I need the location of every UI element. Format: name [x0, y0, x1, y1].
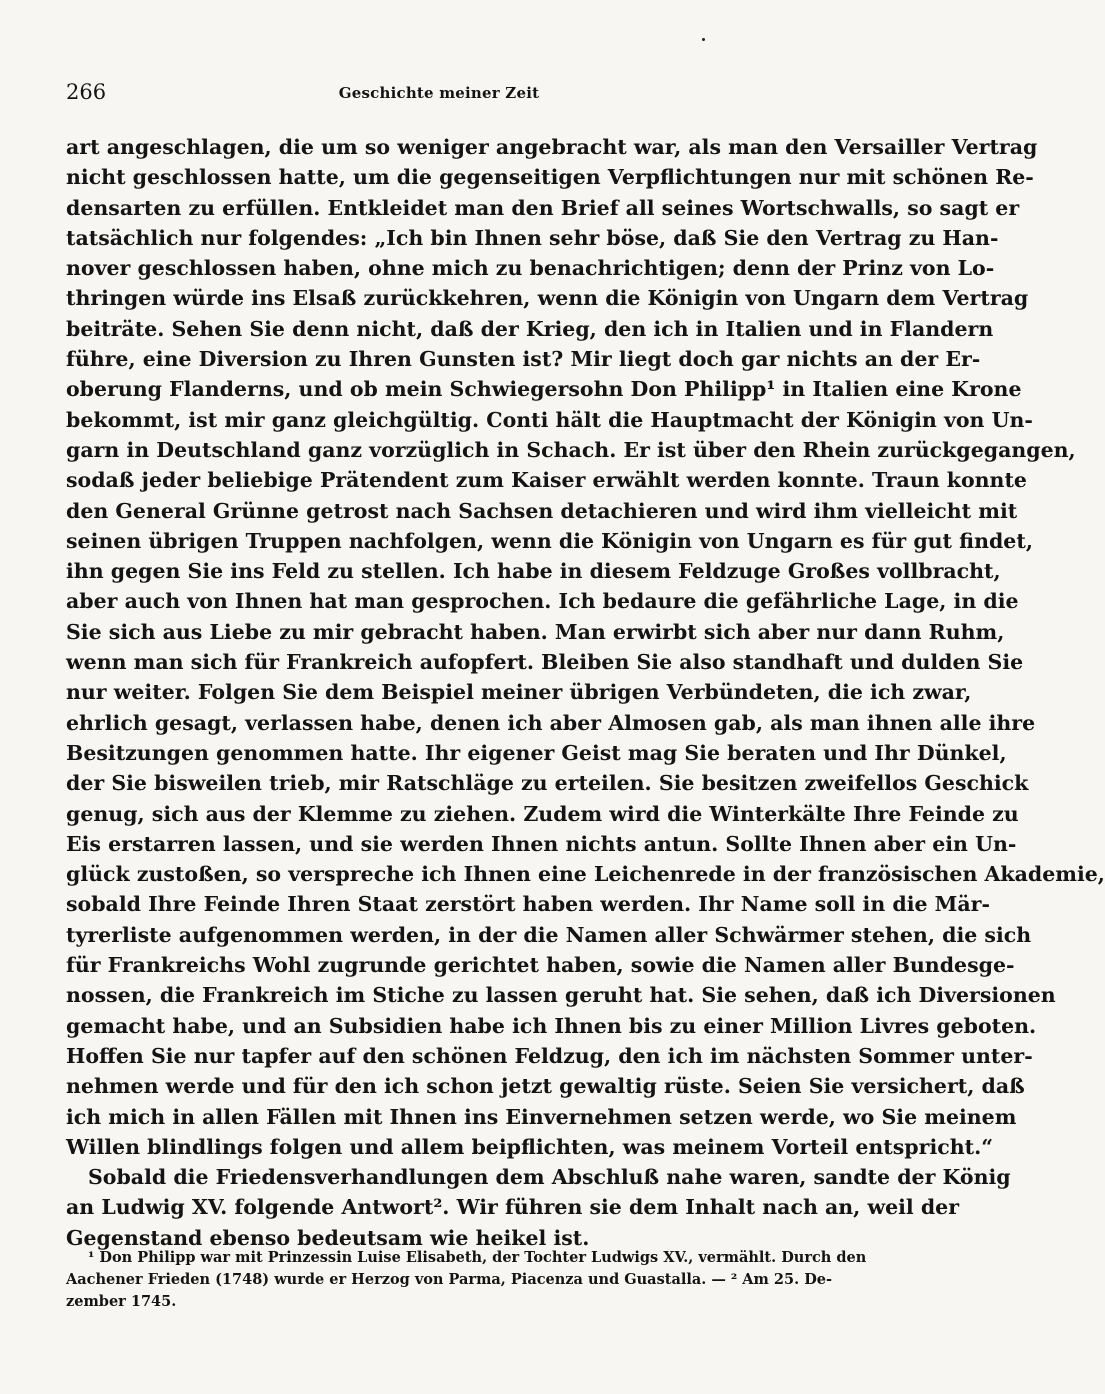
page-header	[66, 80, 812, 110]
running-title: Geschichte meiner Zeit	[338, 84, 540, 102]
text-line: ich mich in allen Fällen mit Ihnen ins Einvernehmen setzen werde, wo Sie meinem	[66, 1104, 1017, 1129]
text-line: gemacht habe, und an Subsidien habe ich Ihnen bis zu einer Million Livres geboten.	[66, 1013, 1037, 1038]
text-line: tatsächlich nur folgendes: „Ich bin Ihnen sehr böse, daß Sie den Vertrag zu Han-	[66, 225, 999, 250]
text-line: Eis erstarren lassen, und sie werden Ihnen nichts antun. Sollte Ihnen aber ein Un-	[66, 831, 1017, 856]
text-line: oberung Flanderns, und ob mein Schwiegersohn Don Philipp¹ in Italien eine Krone	[66, 377, 1022, 402]
text-line: beiträte. Sehen Sie denn nicht, daß der Krieg, den ich in Italien und in Flandern	[66, 316, 994, 341]
text-line: Hoffen Sie nur tapfer auf den schönen Feldzug, den ich im nächsten Sommer unter-	[66, 1043, 1033, 1068]
text-line: sodaß jeder beliebige Prätendent zum Kaiser erwählt werden konnte. Traun konnte	[66, 468, 1027, 493]
text-line: ihn gegen Sie ins Feld zu stellen. Ich habe in diesem Feldzuge Großes vollbracht,	[66, 559, 1001, 584]
footnote-line: Aachener Frieden (1748) wurde er Herzog von Parma, Piacenza und Guastalla. — ² Am 25. De-	[66, 1271, 833, 1288]
print-speck	[702, 38, 705, 41]
text-line: nicht geschlossen hatte, um die gegenseitigen Verpflichtungen nur mit schönen Re-	[66, 165, 1034, 190]
page-number: 266	[66, 80, 107, 104]
text-line: Willen blindlings folgen und allem beipflichten, was meinem Vorteil entspricht.“	[66, 1134, 994, 1159]
text-line: Gegenstand ebenso bedeutsam wie heikel ist.	[66, 1225, 590, 1250]
footnote-line: ¹ Don Philipp war mit Prinzessin Luise Elisabeth, der Tochter Ludwigs XV., vermählt. Durch den	[88, 1249, 867, 1266]
text-line: wenn man sich für Frankreich aufopfert. Bleiben Sie also standhaft und dulden Sie	[66, 650, 1024, 675]
body-text	[66, 132, 1105, 1253]
text-line: thringen würde ins Elsaß zurückkehren, wenn die Königin von Ungarn dem Vertrag	[66, 286, 1029, 311]
text-line: genug, sich aus der Klemme zu ziehen. Zudem wird die Winterkälte Ihre Feinde zu	[66, 801, 1019, 826]
text-line: tyrerliste aufgenommen werden, in der die Namen aller Schwärmer stehen, die sich	[66, 922, 1032, 947]
text-line: glück zustoßen, so verspreche ich Ihnen eine Leichenrede in der französischen Akademie,	[66, 862, 1105, 887]
text-line: an Ludwig XV. folgende Antwort². Wir führen sie dem Inhalt nach an, weil der	[66, 1195, 960, 1220]
text-line: nehmen werde und für den ich schon jetzt gewaltig rüste. Seien Sie versichert, daß	[66, 1074, 1025, 1099]
text-line: der Sie bisweilen trieb, mir Ratschläge zu erteilen. Sie besitzen zweifellos Geschick	[66, 771, 1029, 796]
text-line: sobald Ihre Feinde Ihren Staat zerstört haben werden. Ihr Name soll in die Mär-	[66, 892, 990, 917]
text-line: nover geschlossen haben, ohne mich zu benachrichtigen; denn der Prinz von Lo-	[66, 256, 995, 281]
footnotes	[66, 1247, 867, 1313]
text-line: nur weiter. Folgen Sie dem Beispiel meiner übrigen Verbündeten, die ich zwar,	[66, 680, 972, 705]
text-line: aber auch von Ihnen hat man gesprochen. Ich bedaure die gefährliche Lage, in die	[66, 589, 1019, 614]
text-line: densarten zu erfüllen. Entkleidet man den Brief all seines Wortschwalls, so sagt er	[66, 195, 1020, 220]
text-line: Besitzungen genommen hatte. Ihr eigener Geist mag Sie beraten und Ihr Dünkel,	[66, 740, 1007, 765]
text-line: art angeschlagen, die um so weniger angebracht war, als man den Versailler Vertrag	[66, 135, 1038, 159]
text-line: für Frankreichs Wohl zugrunde gerichtet haben, sowie die Namen aller Bundesge-	[66, 953, 1015, 978]
text-line: Sie sich aus Liebe zu mir gebracht haben. Man erwirbt sich aber nur dann Ruhm,	[66, 619, 1005, 644]
text-line: den General Grünne getrost nach Sachsen detachieren und wird ihm vielleicht mit	[66, 498, 1018, 523]
text-line: ehrlich gesagt, verlassen habe, denen ich aber Almosen gab, als man ihnen alle ihre	[66, 710, 1036, 735]
footnote-line: zember 1745.	[66, 1293, 177, 1310]
text-line: Sobald die Friedensverhandlungen dem Abschluß nahe waren, sandte der König	[88, 1165, 1011, 1190]
text-line: seinen übrigen Truppen nachfolgen, wenn die Königin von Ungarn es für gut findet,	[66, 528, 1033, 553]
text-line: nossen, die Frankreich im Stiche zu lassen geruht hat. Sie sehen, daß ich Diversionen	[66, 983, 1056, 1008]
text-line: bekommt, ist mir ganz gleichgültig. Conti hält die Hauptmacht der Königin von Un-	[66, 407, 1033, 432]
text-line: führe, eine Diversion zu Ihren Gunsten ist? Mir liegt doch gar nichts an der Er-	[66, 347, 981, 372]
text-line: garn in Deutschland ganz vorzüglich in Schach. Er ist über den Rhein zurückgegangen,	[66, 437, 1076, 462]
